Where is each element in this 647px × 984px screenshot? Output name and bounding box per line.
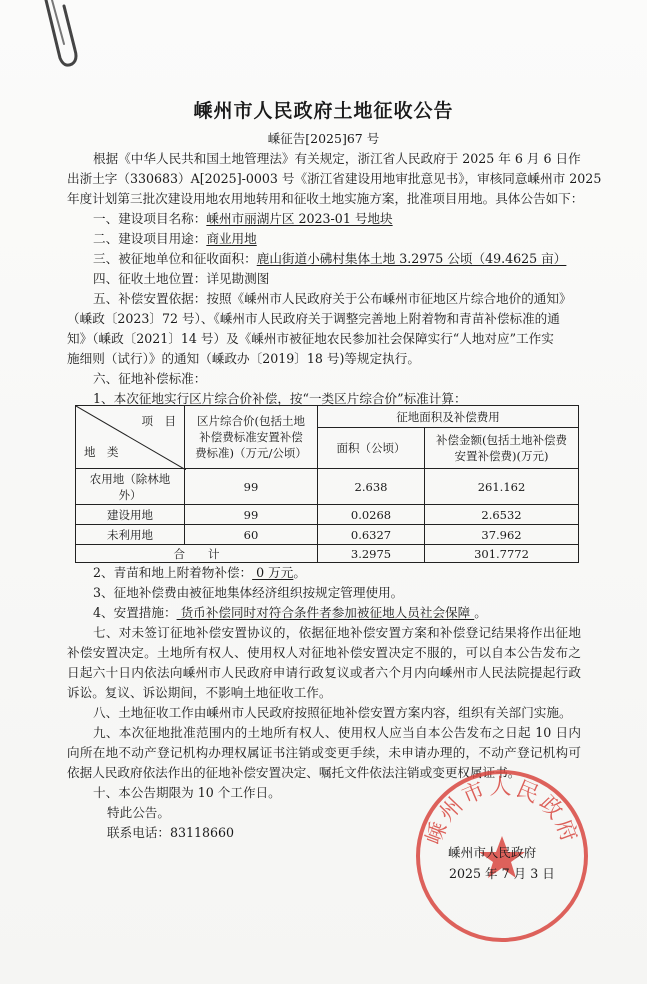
header-amount-line-1: 补偿金额(包括土地补偿费 <box>436 433 567 448</box>
total-label: 合 计 <box>76 545 318 563</box>
row-type: 建设用地 <box>76 505 185 525</box>
header-item-label: 项 目 <box>141 414 176 428</box>
item-1 <box>93 209 393 229</box>
item-9-paragraph: 九、本次征地批准范围内的土地所有权人、使用权人应当自本公告发布之日起 10 日内向所在地不动产登记机构办理权属证书注销或变更手续，未申请办理的，不动产登记机构可依据人民政府依法作出的征地补偿安置决定、嘱托文件依法注销或变更权属证书。 <box>67 725 581 780</box>
signing-date: 2025 年 7 月 3 日 <box>449 866 555 881</box>
row-amount: 37.962 <box>425 525 579 545</box>
header-type-label: 地 类 <box>84 445 119 459</box>
item-2 <box>93 229 257 249</box>
item-8-paragraph: 八、土地征收工作由嵊州市人民政府按照征地补偿安置方案内容，组织有关部门实施。 <box>93 705 572 720</box>
header-area: 面积（公顷） <box>318 428 425 469</box>
row-type-line-2: 外） <box>118 487 142 502</box>
row-type-line-1: 农用地（除林地 <box>89 471 171 486</box>
header-amount <box>425 428 579 469</box>
row-area: 0.0268 <box>318 505 425 525</box>
item-2-value: 商业用地 <box>206 231 257 246</box>
item-6-2-amount: 0 万元 <box>252 565 294 580</box>
table-row <box>76 525 579 545</box>
row-price: 99 <box>185 505 318 525</box>
item-3-value: 鹿山街道小砩村集体土地 3.2975 公顷（49.4625 亩） <box>256 251 567 266</box>
item-6-3: 3、征地补偿费由被征地集体经济组织按规定管理使用。 <box>93 585 404 600</box>
table-row <box>76 469 579 505</box>
compensation-table <box>75 405 579 563</box>
item-4: 四、征收土地位置：详见勘测图 <box>93 271 270 286</box>
row-type: 未利用地 <box>76 525 185 545</box>
item-6: 六、征地补偿标准： <box>93 371 207 386</box>
item-6-1-prefix: 1、本次征地实行区片综合价补偿，按 <box>93 391 303 406</box>
item-6-4-measure: 货币补偿同时对符合条件者参加被征地人员社会保障 <box>176 605 475 620</box>
document-number: 嵊征告[2025]67 号 <box>267 131 380 146</box>
item-6-4 <box>93 603 487 623</box>
seal-text: 嵊州市人民政府 <box>421 775 583 849</box>
item-3 <box>93 249 566 269</box>
intro-line-3: 年度计划第三批次建设用地农用地转用和征收土地实施方案，批准项目用地。具体公告如下： <box>67 191 584 206</box>
table-row <box>76 505 579 525</box>
header-amount-line-2: 安置补偿费)(万元) <box>454 449 549 464</box>
table-total-row <box>76 545 579 563</box>
item-1-label: 一、建设项目名称： <box>93 211 207 226</box>
header-group: 征地面积及补偿费用 <box>318 406 579 428</box>
row-area: 2.638 <box>318 469 425 505</box>
row-amount: 2.6532 <box>425 505 579 525</box>
contact-phone: 联系电话：83118660 <box>107 825 235 840</box>
row-price: 99 <box>185 469 318 505</box>
total-area: 3.2975 <box>318 545 425 563</box>
signing-organization: 嵊州市人民政府 <box>448 845 537 860</box>
row-area: 0.6327 <box>318 525 425 545</box>
header-price-line-2: 补偿费标准安置补偿 <box>199 430 303 444</box>
item-6-4-prefix: 4、安置措施： <box>93 605 177 620</box>
row-type <box>76 469 185 505</box>
item-6-1-suffix: 标准计算： <box>403 391 467 406</box>
header-price-line-1: 区片综合价(包括土地 <box>197 414 305 428</box>
header-price <box>185 406 318 469</box>
item-3-label: 三、被征地单位和征收面积： <box>93 251 257 266</box>
intro-line-1: 根据《中华人民共和国土地管理法》有关规定，浙江省人民政府于 2025 年 6 月 6 日作 <box>93 151 581 166</box>
item-5-line-3: 知》（嵊政〔2021〕14 号）及《嵊州市被征地农民参加社会保障实行“人地对应”工作实 <box>67 331 554 346</box>
item-5-line-2: （嵊政〔2023〕72 号）、《嵊州市人民政府关于调整完善地上附着物和青苗补偿标准的通 <box>67 311 560 326</box>
intro-line-2: 出浙土字（330683）A[2025]-0003 号《浙江省建设用地审批意见书》，审核同意嵊州市 2025 <box>67 171 602 186</box>
item-2-label: 二、建设项目用途： <box>93 231 207 246</box>
header-price-line-3: 费标准)（万元/公顷） <box>195 446 307 460</box>
paper-clip-icon <box>38 0 98 70</box>
item-6-2-suffix: 。 <box>293 565 306 580</box>
notice-title: 嵊州市人民政府土地征收公告 <box>193 100 454 122</box>
item-6-1-standard: “一类区片综合价” <box>302 391 404 406</box>
row-amount: 261.162 <box>425 469 579 505</box>
item-10: 十、本公告期限为 10 个工作日。 <box>93 785 281 800</box>
item-6-4-suffix: 。 <box>474 605 487 620</box>
header-diagonal-cell <box>76 406 185 469</box>
row-price: 60 <box>185 525 318 545</box>
item-6-2 <box>93 563 306 583</box>
item-1-value: 嵊州市丽湖片区 2023-01 号地块 <box>206 211 393 226</box>
special-notice: 特此公告。 <box>107 805 170 820</box>
item-7-paragraph: 七、对未签订征地补偿安置协议的，依据征地补偿安置方案和补偿登记结果将作出征地补偿安置决定。土地所有权人、使用权人对征地补偿安置决定不服的，可以自本公告发布之日起六十日内依法向嵊州市人民政府申请行政复议或者六个月内向嵊州市人民法院提起行政诉讼。复议、诉讼期间，不影响土地征收工作。 <box>67 625 581 700</box>
item-5-line-1: 五、补偿安置依据：按照《嵊州市人民政府关于公布嵊州市征地区片综合地价的通知》 <box>93 291 572 306</box>
item-5-line-4: 施细则（试行）》的通知（嵊政办〔2019〕18 号)等规定执行。 <box>67 351 420 366</box>
total-amount: 301.7772 <box>425 545 579 563</box>
item-6-2-prefix: 2、青苗和地上附着物补偿： <box>93 565 253 580</box>
